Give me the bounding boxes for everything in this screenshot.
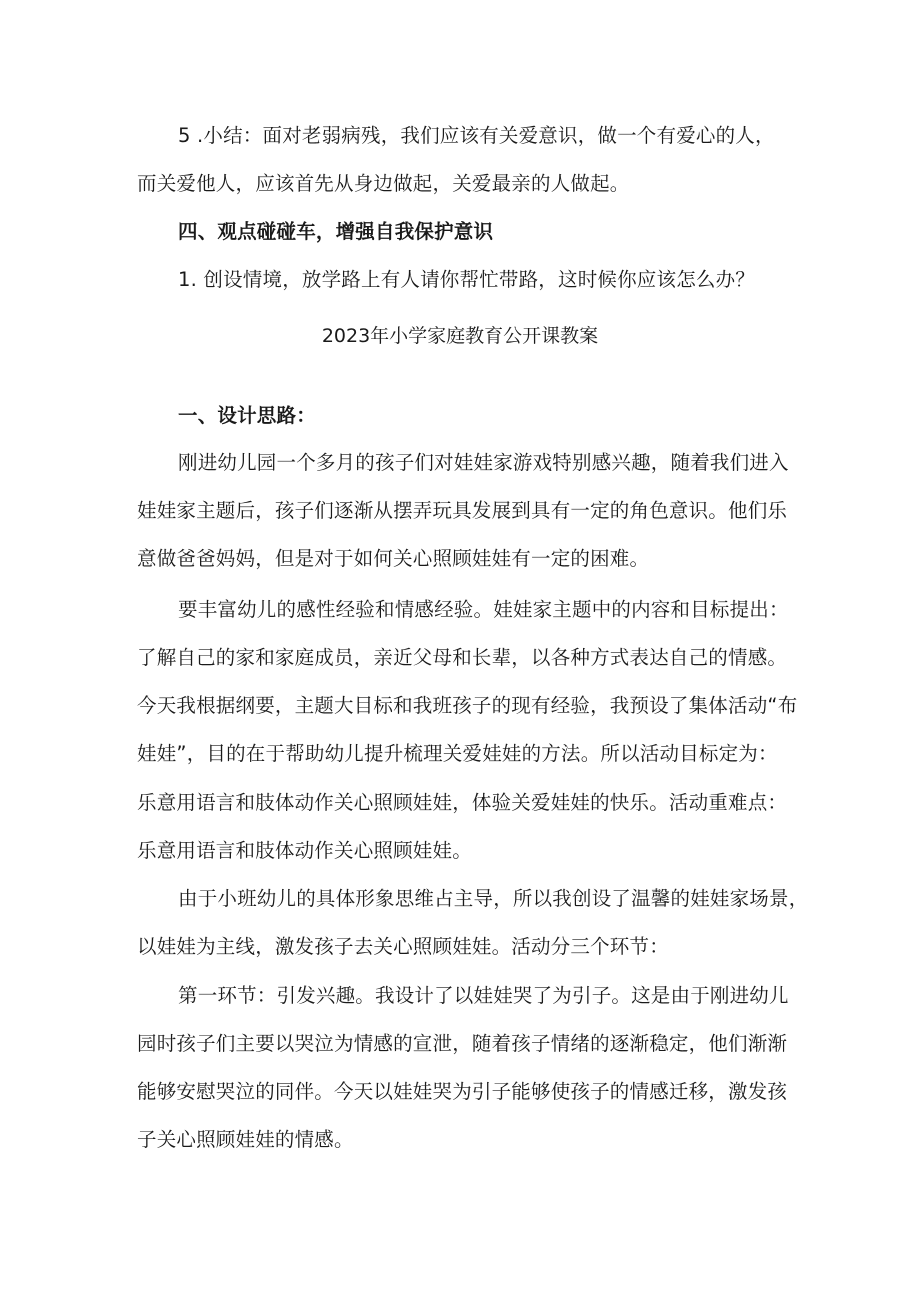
heading-design-ideas: 一、设计思路： <box>178 404 316 427</box>
paragraph2-line5: 乐意用语言和肢体动作关心照顾娃娃，体验关爱娃娃的快乐。活动重难点： <box>137 791 788 814</box>
item1-scenario: 1. 创设情境，放学路上有人请你帮忙带路，这时候你应该怎么办？ <box>178 268 756 291</box>
paragraph2-line3: 今天我根据纲要，主题大目标和我班孩子的现有经验，我预设了集体活动“布 <box>137 694 798 717</box>
paragraph1-line2: 娃娃家主题后，孩子们逐渐从摆弄玩具发展到具有一定的角色意识。他们乐 <box>137 499 788 522</box>
paragraph2-line2: 了解自己的家和家庭成员，亲近父母和长辈，以各种方式表达自己的情感。 <box>137 646 788 669</box>
heading-section4: 四、观点碰碰车，增强自我保护意识 <box>178 220 494 243</box>
paragraph3-line1: 由于小班幼儿的具体形象思维占主导，所以我创设了温馨的娃娃家场景， <box>178 887 809 910</box>
paragraph1-line1: 刚进幼儿园一个多月的孩子们对娃娃家游戏特别感兴趣，随着我们进入 <box>178 451 789 474</box>
document-title: 2023年小学家庭教育公开课教案 <box>321 325 599 347</box>
paragraph4-line1: 第一环节：引发兴趣。我设计了以娃娃哭了为引子。这是由于刚进幼儿 <box>178 984 789 1007</box>
paragraph2-line4: 娃娃”，目的在于帮助幼儿提升梳理关爱娃娃的方法。所以活动目标定为： <box>137 742 778 765</box>
paragraph2-line6: 乐意用语言和肢体动作关心照顾娃娃。 <box>137 839 472 862</box>
paragraph4-line4: 子关心照顾娃娃的情感。 <box>137 1128 354 1151</box>
paragraph3-line2: 以娃娃为主线，激发孩子去关心照顾娃娃。活动分三个环节： <box>137 935 669 958</box>
paragraph4-line3: 能够安慰哭泣的同伴。今天以娃娃哭为引子能够使孩子的情感迁移，激发孩 <box>137 1080 788 1103</box>
paragraph4-line2: 园时孩子们主要以哭泣为情感的宣泄，随着孩子情绪的逐渐稳定，他们渐渐 <box>137 1032 788 1055</box>
paragraph2-line1: 要丰富幼儿的感性经验和情感经验。娃娃家主题中的内容和目标提出： <box>178 598 789 621</box>
paragraph1-line3: 意做爸爸妈妈，但是对于如何关心照顾娃娃有一定的困难。 <box>137 547 650 570</box>
item5-summary-line1: 5 .小结：面对老弱病残，我们应该有关爱意识，做一个有爱心的人， <box>178 124 775 147</box>
item5-summary-line2: 而关爱他人，应该首先从身边做起，关爱最亲的人做起。 <box>137 172 630 195</box>
